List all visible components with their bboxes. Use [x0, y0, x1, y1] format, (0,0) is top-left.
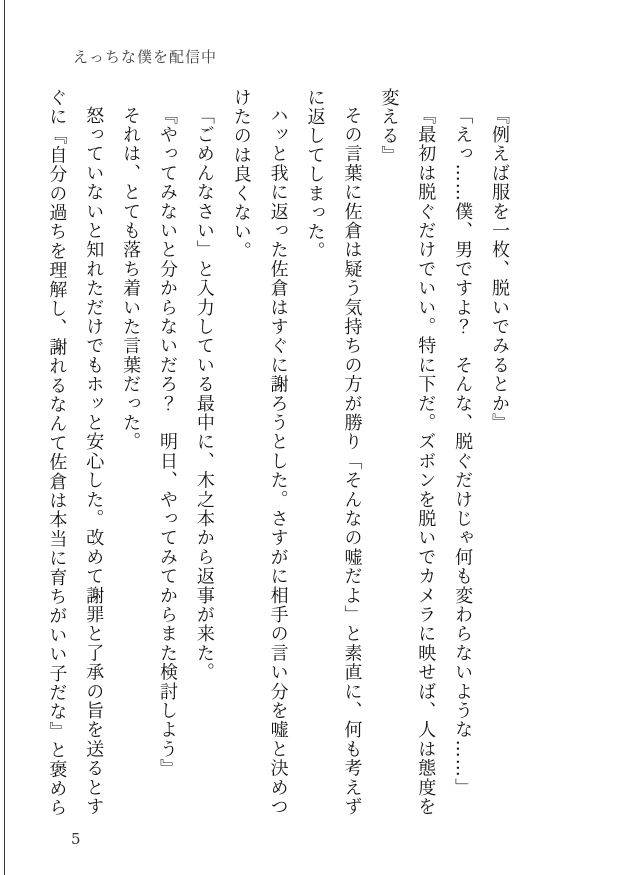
paragraph: ハッと我に返った佐倉はすぐに謝ろうとした。さすがに相手の言い分を嘘と決めつけたのは良くない。	[230, 88, 289, 817]
paragraph: 『やってみないと分からないだろ？ 明日、やってみてからまた検討しよう』	[156, 106, 178, 778]
paragraph: 「ごめんなさい」と入力している最中に、木之本から返事が来た。	[193, 106, 215, 682]
page-spine-line	[4, 0, 5, 875]
vertical-text-body	[37, 88, 517, 822]
paragraph: 「えっ……僕、男ですよ？ そんな、脱ぐだけじゃ何も変わらないような……」	[452, 106, 474, 798]
paragraph: その言葉に佐倉は疑う気持ちの方が勝り「そんなの嘘だよ」と素直に、何も考えずに返してしまった。	[304, 88, 363, 817]
running-header-title: えっちな僕を配信中	[73, 48, 218, 66]
page-number: 5	[71, 830, 81, 848]
paragraph: 『最初は脱ぐだけでいい。特に下だ。ズボンを脱いでカメラに映せば、人は態度を変える』	[378, 88, 437, 817]
paragraph: それは、とても落ち着いた言葉だった。	[120, 106, 142, 452]
paragraph: 『例えば服を一枚、脱いでみるとか』	[489, 106, 510, 433]
paragraph: 怒っていないと知れただけでもホッと安心した。改めて謝罪と了承の旨を送るとすぐに『自分の過ちを理解し、謝れるなんて佐倉は本当に育ちがいい子だな』と褒めら	[46, 88, 105, 818]
